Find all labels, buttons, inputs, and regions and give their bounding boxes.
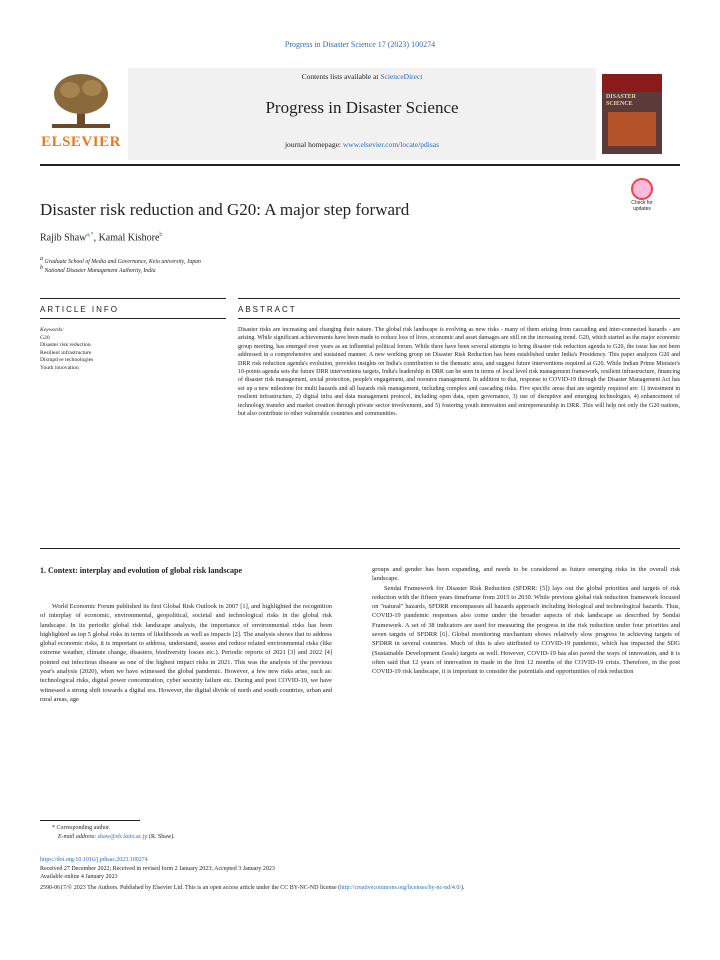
check-updates-icon [631,178,653,200]
keywords-label: Keywords: [40,327,65,333]
journal-banner [128,68,596,160]
abstract-bottom-rule [40,548,680,549]
keyword: G20 [40,334,50,341]
body-column-left [40,602,332,704]
author-name[interactable]: Rajib Shaw [40,232,87,244]
author-sup[interactable]: a,* [86,232,94,238]
check-updates-label: Check for updates [631,200,653,212]
header-divider [40,164,680,166]
elsevier-logo[interactable] [40,68,122,160]
section-title: 1. Context: interplay and evolution of global risk landscape [40,566,243,575]
journal-cover-image[interactable] [602,74,662,154]
contents-prefix: Contents lists available at [301,72,381,81]
abstract-rule [238,298,680,299]
article-info-rule [40,318,226,319]
homepage-prefix: journal homepage: [284,140,343,149]
sciencedirect-link[interactable]: ScienceDirect [380,72,423,81]
body-paragraph: Sendai Framework for Disaster Risk Reduction (SFDRR: [5]) lays out the global priorities and targets of risk reduction with the fifteen years timeframe from 2015 to 2030. While previous global risk reduction framework focused on "natural" hazards, SFDRR encompasses all hazards approach including biological and technological hazards. Thus, COVID-19 pandemic responses also come under the broader aspects of risk landscape as described by Sendai Framework. A set of 38 indicators are used for measuring the progress in the risk reduction under four priorities and seven targets of SFDRR [6]. Global monitoring mechanism shows relatively slow progress in achieving targets of SFDRR in several countries. Much of this is also attributed to COVID-19 pandemic, which has impacted the SDG (Sustainable Development Goals) targets as well. However, COVID-19 has also paved the ways of innovation, and it is often said that 12 years of innovation in made in the first 12 months of the COVID-19 crisis. Therefore, in the post COVID-19 risk landscape, it is important to consider the potentials and opportunities of risk reduction [372,584,680,676]
affiliation: b National Disaster Management Authority, India [40,265,156,274]
license-link[interactable]: http://creativecommons.org/licenses/by-nc-nd/4.0/ [340,885,461,891]
article-title: Disaster risk reduction and G20: A major step forward [40,200,410,219]
affiliation: a Graduate School of Media and Governance, Keio university, Japan [40,256,201,265]
keywords-block [40,327,93,372]
email-line: E-mail address: shaw@sfc.keio.ac.jp (R. Shaw). [58,834,175,840]
body-column-right [372,565,680,677]
article-info-rule [40,298,226,299]
abstract-heading: ABSTRACT [238,305,297,314]
author-sup[interactable]: b [159,232,163,238]
abstract-text: Disaster risks are increasing and changing their nature. The global risk landscape is evolving as new risks - many of them arising from cascading and inter-connected hazards - are arising. While significant achievements have been made to reduce loss of lives, economic and asset damages are still on the increasing trend. G20, which started as the major economic group meeting, has emerged over years as an influential political forum. While there have been several attempts to bring disaster risk reduction agenda to G20, the issue has not been addressed in a comprehensive and sustained manner. A new working group on Disaster Risk Reduction has been established under India's Presidency. This paper analyzes G20 and DRR risk reduction agenda's evolution, provides insights on India's contribution to the thematic area, and suggest future interventions required at G20. While Indian Prime Minister's 10-points agenda sets the future DRR interventions targets, India's leadership in DRR can be seen in terms of local level risk management framework, resilient infrastructure, financing of disaster risk management, social protection, people's engagement, and resource management. In addition to that, response to COVID-19 through the Disaster Management Act has set up a new milestone for multi hazards and all hazards risk management, including complex and cascading risks. Five specific areas that are urgently required are: 1) investment in resilient infrastructure, 2) digital infra and data management protocol, including open data, open governance, 3) use of disruptive and emerging technologies, 4) enhancement of technology transfer and market creation through private sector involvement, and 5) fostering youth innovation and entrepreneurship in DRR. This will help not only the G20 nations, but also contribute to other vulnerable countries and communities. [238,327,680,418]
license-line: 2590-0617/© 2023 The Authors. Published by Elsevier Ltd. This is an open access article under the CC BY-NC-ND license (http://creativecommons.org/licenses/by-nc-nd/4.0/). [40,885,465,891]
cover-title: DISASTER SCIENCE [606,94,637,107]
doi-link[interactable]: https://doi.org/10.1016/j.pdisas.2023.100274 [40,857,148,863]
publisher-name: ELSEVIER [41,134,121,150]
keyword: Youth innovation [40,364,79,371]
homepage-line [128,140,596,149]
keyword: Disaster risk reduction [40,342,91,348]
keyword: Disruptive technologies [40,357,94,363]
abstract-rule [238,318,680,319]
footnote-rule [40,820,140,821]
author-name[interactable]: Kamal Kishore [98,232,160,244]
received-dates: Received 27 December 2022; Received in revised form 2 January 2023; Accepted 3 January 2023 [40,866,275,872]
journal-header [40,68,680,160]
journal-reference[interactable]: Progress in Disaster Science 17 (2023) 100274 [284,40,436,49]
author-list: Rajib Shaw$^{a,*}$, Kamal Kishore$^b$ [40,232,163,244]
cover-band [602,74,662,92]
corresponding-author: * Corresponding author. [52,825,111,831]
check-for-updates-badge[interactable] [622,178,662,212]
body-paragraph: World Economic Forum published its first Global Risk Outlook in 2007 [1], and highlighted the recognition of interplay of economic, environmental, geopolitical, societal and technological risks in the global risk landscape. In its periodic global risk landscape analysis, the importance of environmental risks has been highlighted as top 5 global risks in terms of likelihoods as well as impacts [2]. The analysis shows that to address global economic risks, it is important to address, understand, assess and reduce related environmental risks (like extreme weather, climate change, disasters, biodiversity losses etc.). Periodic reports of 2021 [3] and 2022 [4] pointed out infectious disease as one of the highest impact risks in 2021. This was the analysis of the previous year's analysis (2020), when we have witnessed the global pandemic. However, a few new risks arise, such as: technological risks, digital power concentration, cyber security failure etc. During and post COVID-19, we have witnessed a strong shift towards a digital era. However, the digital divide of north and south countries, urban and rural areas, age [40,603,332,703]
email-link[interactable]: shaw@sfc.keio.ac.jp [97,834,148,840]
keyword: Resilient infrastructure [40,349,92,356]
contents-line [128,72,596,81]
elsevier-tree-icon [50,72,112,130]
article-info-heading: ARTICLE INFO [40,305,119,314]
available-online: Available online 4 January 2023 [40,874,118,880]
cover-photo [608,112,656,146]
journal-title: Progress in Disaster Science [265,98,459,117]
body-paragraph: groups and gender has been expanding, and needs to be considered as future emerging risks in the overall risk landscape. [372,566,680,583]
homepage-link[interactable]: www.elsevier.com/locate/pdisas [342,140,440,149]
